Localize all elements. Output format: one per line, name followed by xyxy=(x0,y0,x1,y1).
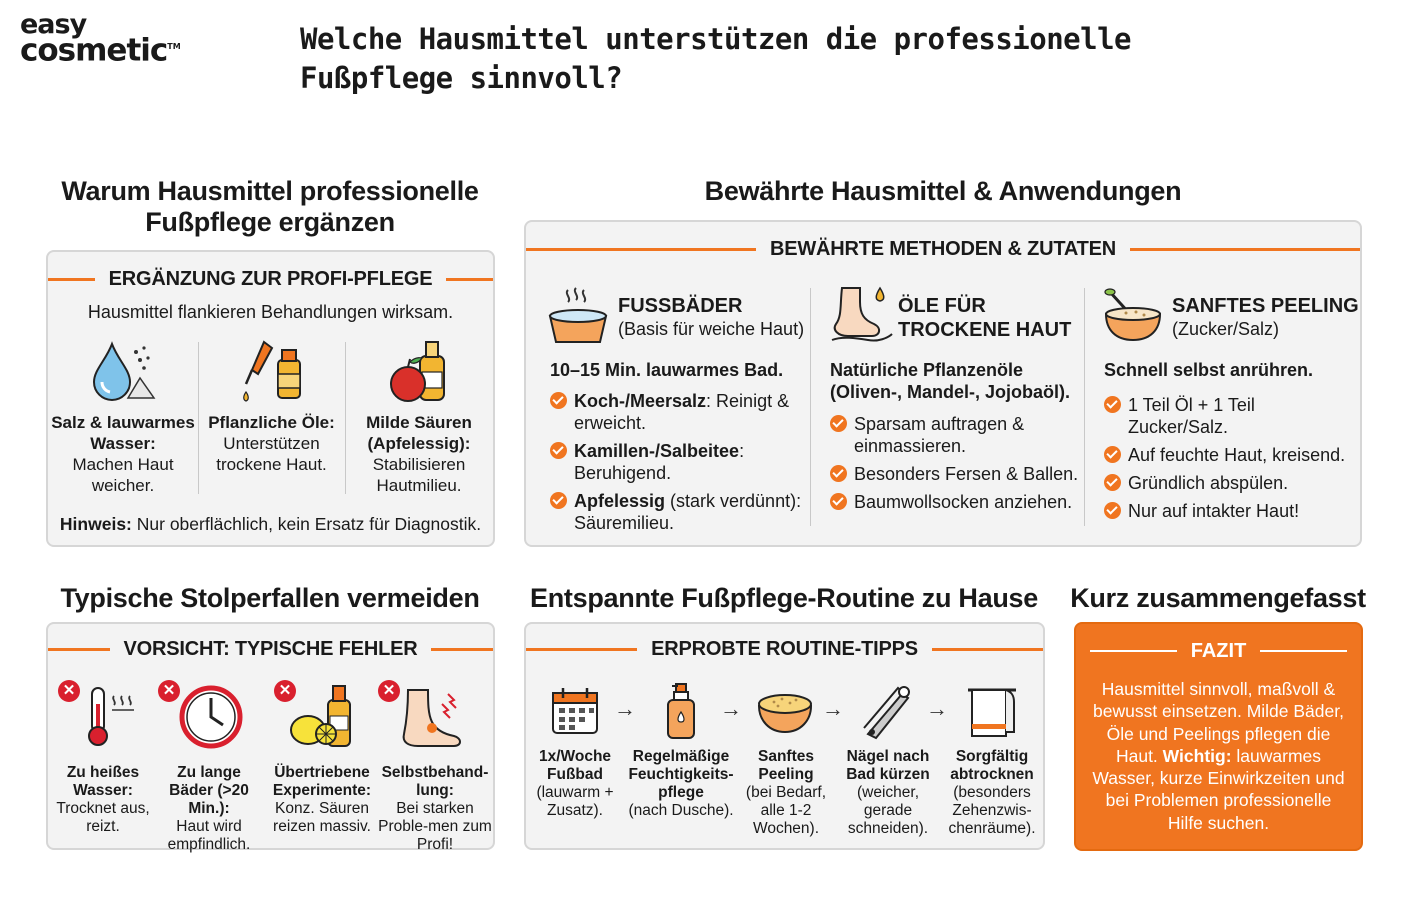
remedy-col-2-lead: Natürliche Pflanzenöle (Oliven-, Mandel-, Jojobaöl). xyxy=(830,360,1071,402)
why-section-title: Warum Hausmittel professionelle Fußpflege ergänzen xyxy=(61,176,479,237)
dropper-oil-icon xyxy=(238,338,308,404)
remedy-col-1-head: FUSSBÄDER (Basis für weiche Haut) xyxy=(618,295,805,339)
pitfall-item-1: Zu heißes Wasser: Trocknet aus, reizt. xyxy=(56,764,150,835)
remedy-col-2-title: ÖLE FÜR TROCKENE HAUT xyxy=(898,295,1072,341)
routine-step-5: Sorgfältig abtrocknen (besonders Zehenzwis-chenräume). xyxy=(948,748,1036,837)
summary-panel xyxy=(1074,622,1363,851)
list-item: Besonders Fersen & Ballen. xyxy=(830,463,1080,485)
water-salt-icon xyxy=(88,340,158,402)
remedies-panel xyxy=(524,220,1362,547)
error-icon: ✕ xyxy=(274,680,296,702)
arrow-icon: → xyxy=(822,696,844,721)
list-item: Koch-/Meersalz: Reinigt & erweicht. xyxy=(550,390,804,434)
remedy-col-3-list xyxy=(1104,394,1358,528)
pitfalls-section-title: Typische Stolperfallen vermeiden xyxy=(60,583,480,613)
brand-logo xyxy=(20,9,181,69)
routine-step-3: Sanftes Peeling (bei Bedarf, alle 1-2 Wochen). xyxy=(745,748,827,837)
brand-line2: cosmetic xyxy=(20,32,168,69)
summary-section-title: Kurz zusammengefasst xyxy=(1070,583,1366,613)
list-item: Sparsam auftragen & einmassieren. xyxy=(830,413,1080,457)
list-item: Auf feuchte Haut, kreisend. xyxy=(1104,444,1358,466)
pitfall-item-4: Selbstbehand-lung: Bei starken Proble-men zum Profi! xyxy=(378,764,492,853)
list-item: 1 Teil Öl + 1 Teil Zucker/Salz. xyxy=(1104,394,1358,438)
why-item-3: Milde Säuren (Apfelessig): Stabilisieren Hautmilieu. xyxy=(366,413,472,495)
remedy-col-1-list xyxy=(550,390,804,540)
error-icon: ✕ xyxy=(58,680,80,702)
list-item: Gründlich abspülen. xyxy=(1104,472,1358,494)
routine-panel-header: ERPROBTE ROUTINE-TIPPS xyxy=(651,637,918,660)
routine-step-1: 1x/Woche Fußbad (lauwarm + Zusatz). xyxy=(536,748,614,819)
remedy-col-1-lead: 10–15 Min. lauwarmes Bad. xyxy=(550,360,784,380)
list-item: Baumwollsocken anziehen. xyxy=(830,491,1080,513)
remedy-col-3-lead: Schnell selbst anrühren. xyxy=(1104,360,1314,380)
pitfalls-panel-header: VORSICHT: TYPISCHE FEHLER xyxy=(123,637,418,660)
lemon-vinegar-icon xyxy=(288,682,358,750)
calendar-icon xyxy=(550,686,600,736)
list-item: Kamillen-/Salbeitee: Beruhigend. xyxy=(550,440,804,484)
peeling-bowl-icon xyxy=(1102,286,1164,346)
lotion-bottle-icon xyxy=(664,682,698,740)
pitfall-item-3: Übertriebene Experimente: Konz. Säuren reizen massiv. xyxy=(272,764,372,835)
why-panel xyxy=(46,250,495,547)
remedy-col-2-list xyxy=(830,413,1080,519)
remedies-panel-header: BEWÄHRTE METHODEN & ZUTATEN xyxy=(769,237,1117,260)
routine-section-title: Entspannte Fußpflege-Routine zu Hause xyxy=(530,583,1038,613)
summary-panel-header: FAZIT xyxy=(1190,639,1247,662)
brand-tm: TM xyxy=(167,42,181,51)
why-note: Hinweis: Nur oberflächlich, kein Ersatz für Diagnostik. xyxy=(59,514,482,534)
page-title: Welche Hausmittel unterstützen die professionelle Fußpflege sinnvoll? xyxy=(300,22,1132,95)
towel-icon xyxy=(964,684,1020,740)
injured-foot-icon xyxy=(398,684,464,750)
arrow-icon: → xyxy=(614,696,636,721)
arrow-icon: → xyxy=(720,696,742,721)
routine-panel xyxy=(524,622,1045,850)
foot-oil-icon xyxy=(828,284,894,346)
remedies-section-title: Bewährte Hausmittel & Anwendungen xyxy=(704,176,1182,206)
error-icon: ✕ xyxy=(158,680,180,702)
list-item: Nur auf intakter Haut! xyxy=(1104,500,1358,522)
why-subtitle: Hausmittel flankieren Behandlungen wirksam. xyxy=(87,302,454,322)
why-item-2: Pflanzliche Öle: Unterstützen trockene Haut. xyxy=(208,413,335,474)
pitfalls-panel xyxy=(46,622,495,853)
why-item-1: Salz & lauwarmes Wasser: Machen Haut weicher. xyxy=(51,413,195,495)
clock-icon xyxy=(178,684,244,750)
thermometer-icon xyxy=(82,684,138,748)
pitfall-item-2: Zu lange Bäder (>20 Min.): Haut wird empfindlich. xyxy=(167,764,251,853)
foot-bath-icon xyxy=(546,286,610,346)
remedy-col-3-head: SANFTES PEELING (Zucker/Salz) xyxy=(1172,295,1359,339)
routine-step-4: Nägel nach Bad kürzen (weicher, gerade schneiden). xyxy=(846,748,930,837)
apple-vinegar-icon xyxy=(388,336,450,404)
list-item: Apfelessig (stark verdünnt): Säuremilieu. xyxy=(550,490,804,534)
routine-step-2: Regelmäßige Feuchtigkeits-pflege (nach Dusche). xyxy=(628,748,734,819)
why-panel-header: ERGÄNZUNG ZUR PROFI-PFLEGE xyxy=(108,267,433,290)
nail-clipper-icon xyxy=(860,682,914,740)
scrub-bowl-icon xyxy=(756,688,814,734)
arrow-icon: → xyxy=(926,696,948,721)
brand-line1: easy xyxy=(20,9,87,40)
summary-text: Hausmittel sinnvoll, maßvoll & bewusst einsetzen. Milde Bäder, Öle und Peelings pflegen die Haut. Wichtig: lauwarmes Wasser, kurze Einwirkzeiten und bei Problemen professionelle Hilfe suchen. xyxy=(1092,679,1345,833)
error-icon: ✕ xyxy=(378,680,400,702)
